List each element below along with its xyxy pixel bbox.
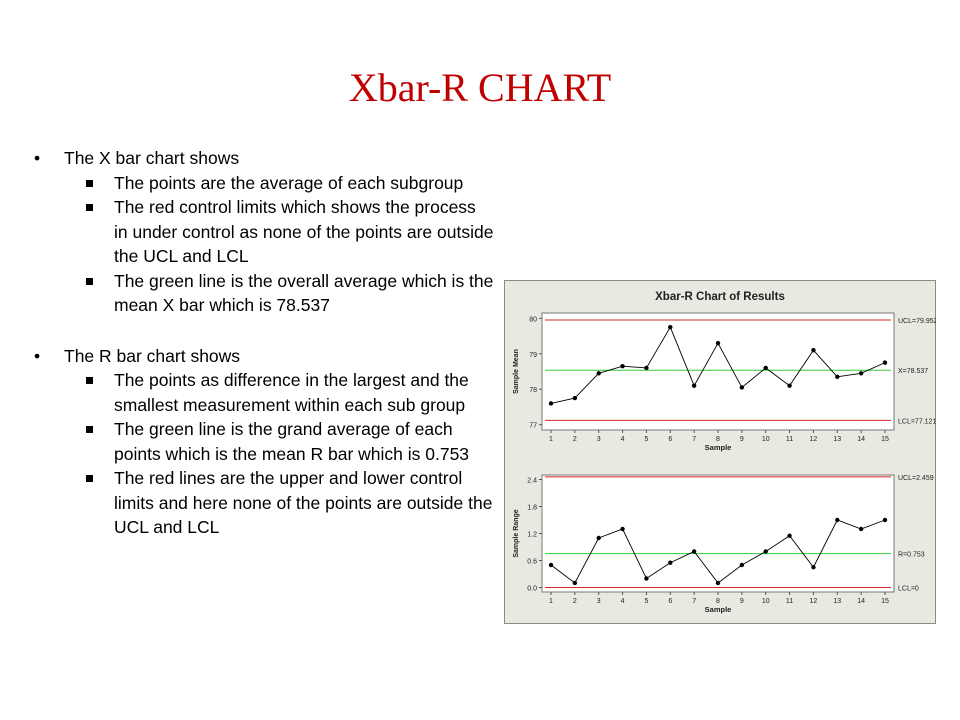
data-point xyxy=(716,341,720,345)
x-tick-label: 13 xyxy=(833,598,842,605)
x-tick-label: 11 xyxy=(785,598,794,605)
x-tick-label: 11 xyxy=(785,436,794,443)
data-point xyxy=(787,534,791,538)
x-tick-label: 4 xyxy=(620,436,625,443)
center-label: R=0.753 xyxy=(898,551,925,559)
square-bullet-icon xyxy=(86,278,93,285)
slide-title: Xbar-R CHART xyxy=(348,65,612,110)
y-tick-label: 0.6 xyxy=(527,558,537,566)
lcl-label: LCL=77.121 xyxy=(898,418,936,426)
x-tick-label: 4 xyxy=(620,598,625,605)
x-tick-label: 13 xyxy=(833,436,842,443)
y-tick-label: 77 xyxy=(529,422,537,430)
data-point xyxy=(883,518,887,522)
sub-bullet-text: The points as difference in the largest and the smallest measurement within each sub group xyxy=(114,370,469,415)
x-tick-label: 5 xyxy=(644,436,649,443)
x-tick-label: 2 xyxy=(572,436,577,443)
data-point xyxy=(859,371,863,375)
bullet-dot-icon: • xyxy=(34,345,41,366)
plot-area xyxy=(542,313,894,430)
sub-bullet-text: The points are the average of each subgroup xyxy=(114,172,464,193)
x-tick-label: 9 xyxy=(739,436,744,443)
y-axis-label: Sample Mean xyxy=(513,349,520,394)
data-point xyxy=(692,383,696,387)
y-tick-label: 78 xyxy=(529,387,537,395)
sub-bullet-text: The green line is the overall average which is the mean X bar which is 78.537 xyxy=(114,270,494,315)
x-tick-label: 3 xyxy=(596,436,601,443)
data-point xyxy=(597,371,601,375)
data-point xyxy=(811,348,815,352)
x-tick-label: 8 xyxy=(716,598,720,605)
x-tick-label: 7 xyxy=(692,598,697,605)
x-tick-label: 5 xyxy=(644,598,649,605)
square-bullet-icon xyxy=(86,475,93,482)
square-bullet-icon xyxy=(86,180,93,187)
chart-title: Xbar-R Chart of Results xyxy=(655,291,785,303)
bullet-dot-icon: • xyxy=(34,148,41,168)
x-tick-label: 14 xyxy=(857,598,866,605)
xbar-r-chart xyxy=(504,280,936,624)
sub-bullet xyxy=(34,417,494,466)
square-bullet-icon xyxy=(86,426,93,433)
sub-bullet-text: The red control limits which shows the process in under control as none of the points are outside the UCL and LCL xyxy=(114,197,494,266)
x-axis-label: Sample xyxy=(704,605,732,614)
x-tick-label: 1 xyxy=(549,436,553,443)
x-tick-label: 14 xyxy=(857,436,866,443)
data-point xyxy=(764,549,768,553)
data-point xyxy=(740,385,744,389)
x-tick-label: 7 xyxy=(692,436,697,443)
center-label: X=78.537 xyxy=(898,368,929,376)
data-point xyxy=(787,383,791,387)
data-point xyxy=(573,396,577,400)
sub-bullet xyxy=(34,269,494,318)
x-tick-label: 6 xyxy=(668,598,673,605)
x-tick-label: 15 xyxy=(881,598,889,605)
sub-bullet xyxy=(34,368,494,417)
data-point xyxy=(620,527,624,531)
x-tick-label: 2 xyxy=(572,598,577,605)
y-tick-label: 1.2 xyxy=(527,531,537,539)
bullet-heading xyxy=(34,344,494,369)
section-heading: The R bar chart shows xyxy=(64,345,241,366)
sub-bullet-text: The red lines are the upper and lower control limits and here none of the points are outside the UCL and LCL xyxy=(114,468,493,537)
x-tick-label: 10 xyxy=(761,598,770,605)
ucl-label: UCL=79.952 xyxy=(898,318,936,326)
y-tick-label: 2.4 xyxy=(527,477,537,485)
lcl-label: LCL=0 xyxy=(898,585,919,593)
section-heading: The X bar chart shows xyxy=(64,148,240,168)
x-axis-label: Sample xyxy=(704,443,732,452)
square-bullet-icon xyxy=(86,204,93,211)
x-tick-label: 10 xyxy=(761,436,770,443)
data-point xyxy=(573,581,577,585)
data-point xyxy=(811,565,815,569)
data-point xyxy=(764,366,768,370)
data-point xyxy=(549,563,553,567)
x-tick-label: 8 xyxy=(716,436,720,443)
data-point xyxy=(549,401,553,405)
data-point xyxy=(835,375,839,379)
x-tick-label: 6 xyxy=(668,436,673,443)
x-tick-label: 15 xyxy=(881,436,889,443)
data-point xyxy=(668,561,672,565)
chart-svg xyxy=(504,280,936,624)
sub-bullet xyxy=(34,171,494,196)
data-point xyxy=(883,360,887,364)
data-point xyxy=(597,536,601,540)
y-tick-label: 80 xyxy=(529,316,537,324)
x-tick-label: 9 xyxy=(739,598,744,605)
data-point xyxy=(859,527,863,531)
square-bullet-icon xyxy=(86,377,93,384)
y-tick-label: 0.0 xyxy=(527,585,537,593)
data-point xyxy=(716,581,720,585)
data-point xyxy=(740,563,744,567)
x-tick-label: 12 xyxy=(809,436,818,443)
bullet-list xyxy=(34,146,494,540)
bullet-heading xyxy=(34,146,494,171)
data-point xyxy=(644,576,648,580)
data-point xyxy=(668,325,672,329)
ucl-label: UCL=2.459 xyxy=(898,474,934,482)
x-tick-label: 3 xyxy=(596,598,601,605)
y-tick-label: 79 xyxy=(529,351,537,359)
x-tick-label: 1 xyxy=(549,598,553,605)
y-axis-label: Sample Range xyxy=(513,509,520,558)
plot-area xyxy=(542,475,894,592)
sub-bullet-text: The green line is the grand average of each points which is the mean R bar which is 0.753 xyxy=(114,419,470,464)
data-point xyxy=(692,549,696,553)
data-point xyxy=(644,366,648,370)
data-point xyxy=(620,364,624,368)
sub-bullet xyxy=(34,195,494,269)
y-tick-label: 1.8 xyxy=(527,504,537,512)
sub-bullet xyxy=(34,466,494,540)
data-point xyxy=(835,518,839,522)
x-tick-label: 12 xyxy=(809,598,818,605)
